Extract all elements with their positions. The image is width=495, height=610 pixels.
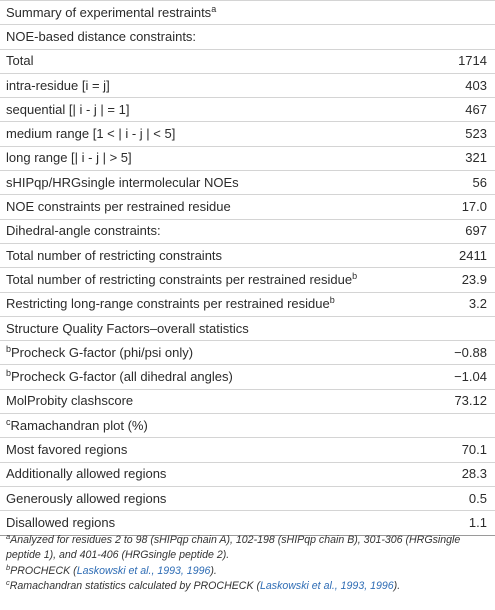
table-row	[0, 316, 495, 340]
row-label: Structure Quality Factors–overall statistics	[6, 320, 249, 336]
table-row	[0, 243, 495, 267]
row-value: 2411	[420, 243, 495, 267]
footnote-a	[6, 533, 492, 564]
row-value: −1.04	[420, 365, 495, 389]
table-row	[0, 219, 495, 243]
footnote-text: ).	[210, 564, 217, 577]
row-value: 1714	[420, 49, 495, 73]
table-row	[0, 171, 495, 195]
restraints-table-body	[0, 1, 495, 536]
row-value: 1.1	[420, 511, 495, 535]
row-value: 0.5	[420, 486, 495, 510]
row-label: Additionally allowed regions	[6, 466, 167, 482]
table-row	[0, 292, 495, 316]
footnote-text: Analyzed for residues 2 to 98 (sHIPqp chain A), 102-198 (sHIPqp chain B), 301-306 (HRGsingle peptide 1), and 401-406 (HRGsingle peptide 2).	[6, 534, 461, 562]
row-label-cell	[0, 25, 420, 49]
row-value: 70.1	[420, 438, 495, 462]
row-label-cell	[0, 511, 420, 535]
table-row	[0, 73, 495, 97]
row-label-cell	[0, 486, 420, 510]
row-label: Dihedral-angle constraints:	[6, 223, 161, 239]
row-value: 3.2	[420, 292, 495, 316]
row-label-cell	[0, 49, 420, 73]
row-label: Total number of restricting constraints	[6, 247, 223, 263]
row-label-cell	[0, 122, 420, 146]
table-row	[0, 438, 495, 462]
table-row	[0, 268, 495, 292]
row-label: Total number of restricting constraints per restrained residue	[6, 271, 353, 287]
table-row	[0, 49, 495, 73]
row-value	[420, 25, 495, 49]
row-value	[420, 316, 495, 340]
footnote-marker: b	[6, 562, 11, 572]
footnote-b	[6, 564, 492, 579]
row-value: 467	[420, 98, 495, 122]
row-value	[420, 1, 495, 25]
row-value: 697	[420, 219, 495, 243]
row-label: intra-residue [i = j]	[6, 77, 110, 93]
citation-link[interactable]: Laskowski et al., 1993, 1996	[76, 564, 211, 577]
row-label-cell	[0, 268, 420, 292]
row-value: 23.9	[420, 268, 495, 292]
table-row	[0, 389, 495, 413]
footnote-marker: c	[6, 416, 11, 427]
row-label: Most favored regions	[6, 441, 128, 457]
table-row	[0, 1, 495, 25]
row-value: 403	[420, 73, 495, 97]
footnote-marker: b	[352, 270, 358, 281]
table-row	[0, 341, 495, 365]
table-row	[0, 122, 495, 146]
footnote-marker: b	[329, 295, 335, 306]
table-row	[0, 365, 495, 389]
row-label: Procheck G-factor (phi/psi only)	[11, 344, 194, 360]
footnote-marker: b	[6, 343, 12, 354]
row-label: NOE-based distance constraints:	[6, 28, 197, 44]
row-label: Disallowed regions	[6, 514, 116, 530]
footnote-marker: b	[6, 368, 12, 379]
row-label: Total	[6, 53, 34, 69]
footnote-marker: a	[6, 532, 11, 541]
table-row	[0, 486, 495, 510]
table-row	[0, 98, 495, 122]
row-label: Procheck G-factor (all dihedral angles)	[11, 369, 233, 385]
row-value: 56	[420, 171, 495, 195]
table-footnotes	[6, 533, 492, 595]
footnote-marker: a	[211, 3, 217, 14]
row-label-cell	[0, 73, 420, 97]
row-label: NOE constraints per restrained residue	[6, 199, 231, 215]
row-label-cell	[0, 219, 420, 243]
citation-link[interactable]: Laskowski et al., 1993, 1996	[259, 580, 394, 593]
row-label-cell	[0, 98, 420, 122]
row-label: long range [| i - j | > 5]	[6, 150, 132, 166]
row-value: 321	[420, 146, 495, 170]
row-label: sequential [| i - j | = 1]	[6, 101, 130, 117]
row-value	[420, 414, 495, 438]
table-row	[0, 462, 495, 486]
row-label-cell	[0, 341, 420, 365]
row-value: 523	[420, 122, 495, 146]
row-label: Ramachandran plot (%)	[10, 417, 148, 433]
row-label-cell	[0, 316, 420, 340]
table-row	[0, 25, 495, 49]
row-value: 73.12	[420, 389, 495, 413]
footnote-c	[6, 579, 492, 594]
row-value: −0.88	[420, 341, 495, 365]
row-label: Restricting long-range constraints per restrained residue	[6, 296, 330, 312]
row-label-cell	[0, 389, 420, 413]
row-label: Generously allowed regions	[6, 490, 167, 506]
row-label: medium range [1 < | i - j | < 5]	[6, 126, 176, 142]
row-label-cell	[0, 292, 420, 316]
row-label: sHIPqp/HRGsingle intermolecular NOEs	[6, 174, 239, 190]
row-value: 17.0	[420, 195, 495, 219]
row-label: Summary of experimental restraints	[6, 4, 212, 20]
row-value: 28.3	[420, 462, 495, 486]
table-row	[0, 195, 495, 219]
row-label-cell	[0, 414, 420, 438]
row-label-cell	[0, 171, 420, 195]
footnote-text: PROCHECK (	[10, 564, 77, 577]
footnote-text: ).	[393, 580, 401, 593]
footnote-text: Ramachandran statistics calculated by PROCHECK (	[9, 580, 260, 593]
row-label-cell	[0, 243, 420, 267]
table-row	[0, 146, 495, 170]
row-label-cell	[0, 365, 420, 389]
row-label-cell	[0, 195, 420, 219]
row-label-cell	[0, 146, 420, 170]
table-row	[0, 511, 495, 535]
footnote-marker: c	[6, 578, 10, 588]
row-label-cell	[0, 438, 420, 462]
table-row	[0, 414, 495, 438]
row-label-cell	[0, 462, 420, 486]
row-label-cell	[0, 1, 420, 25]
row-label: MolProbity clashscore	[6, 393, 134, 409]
